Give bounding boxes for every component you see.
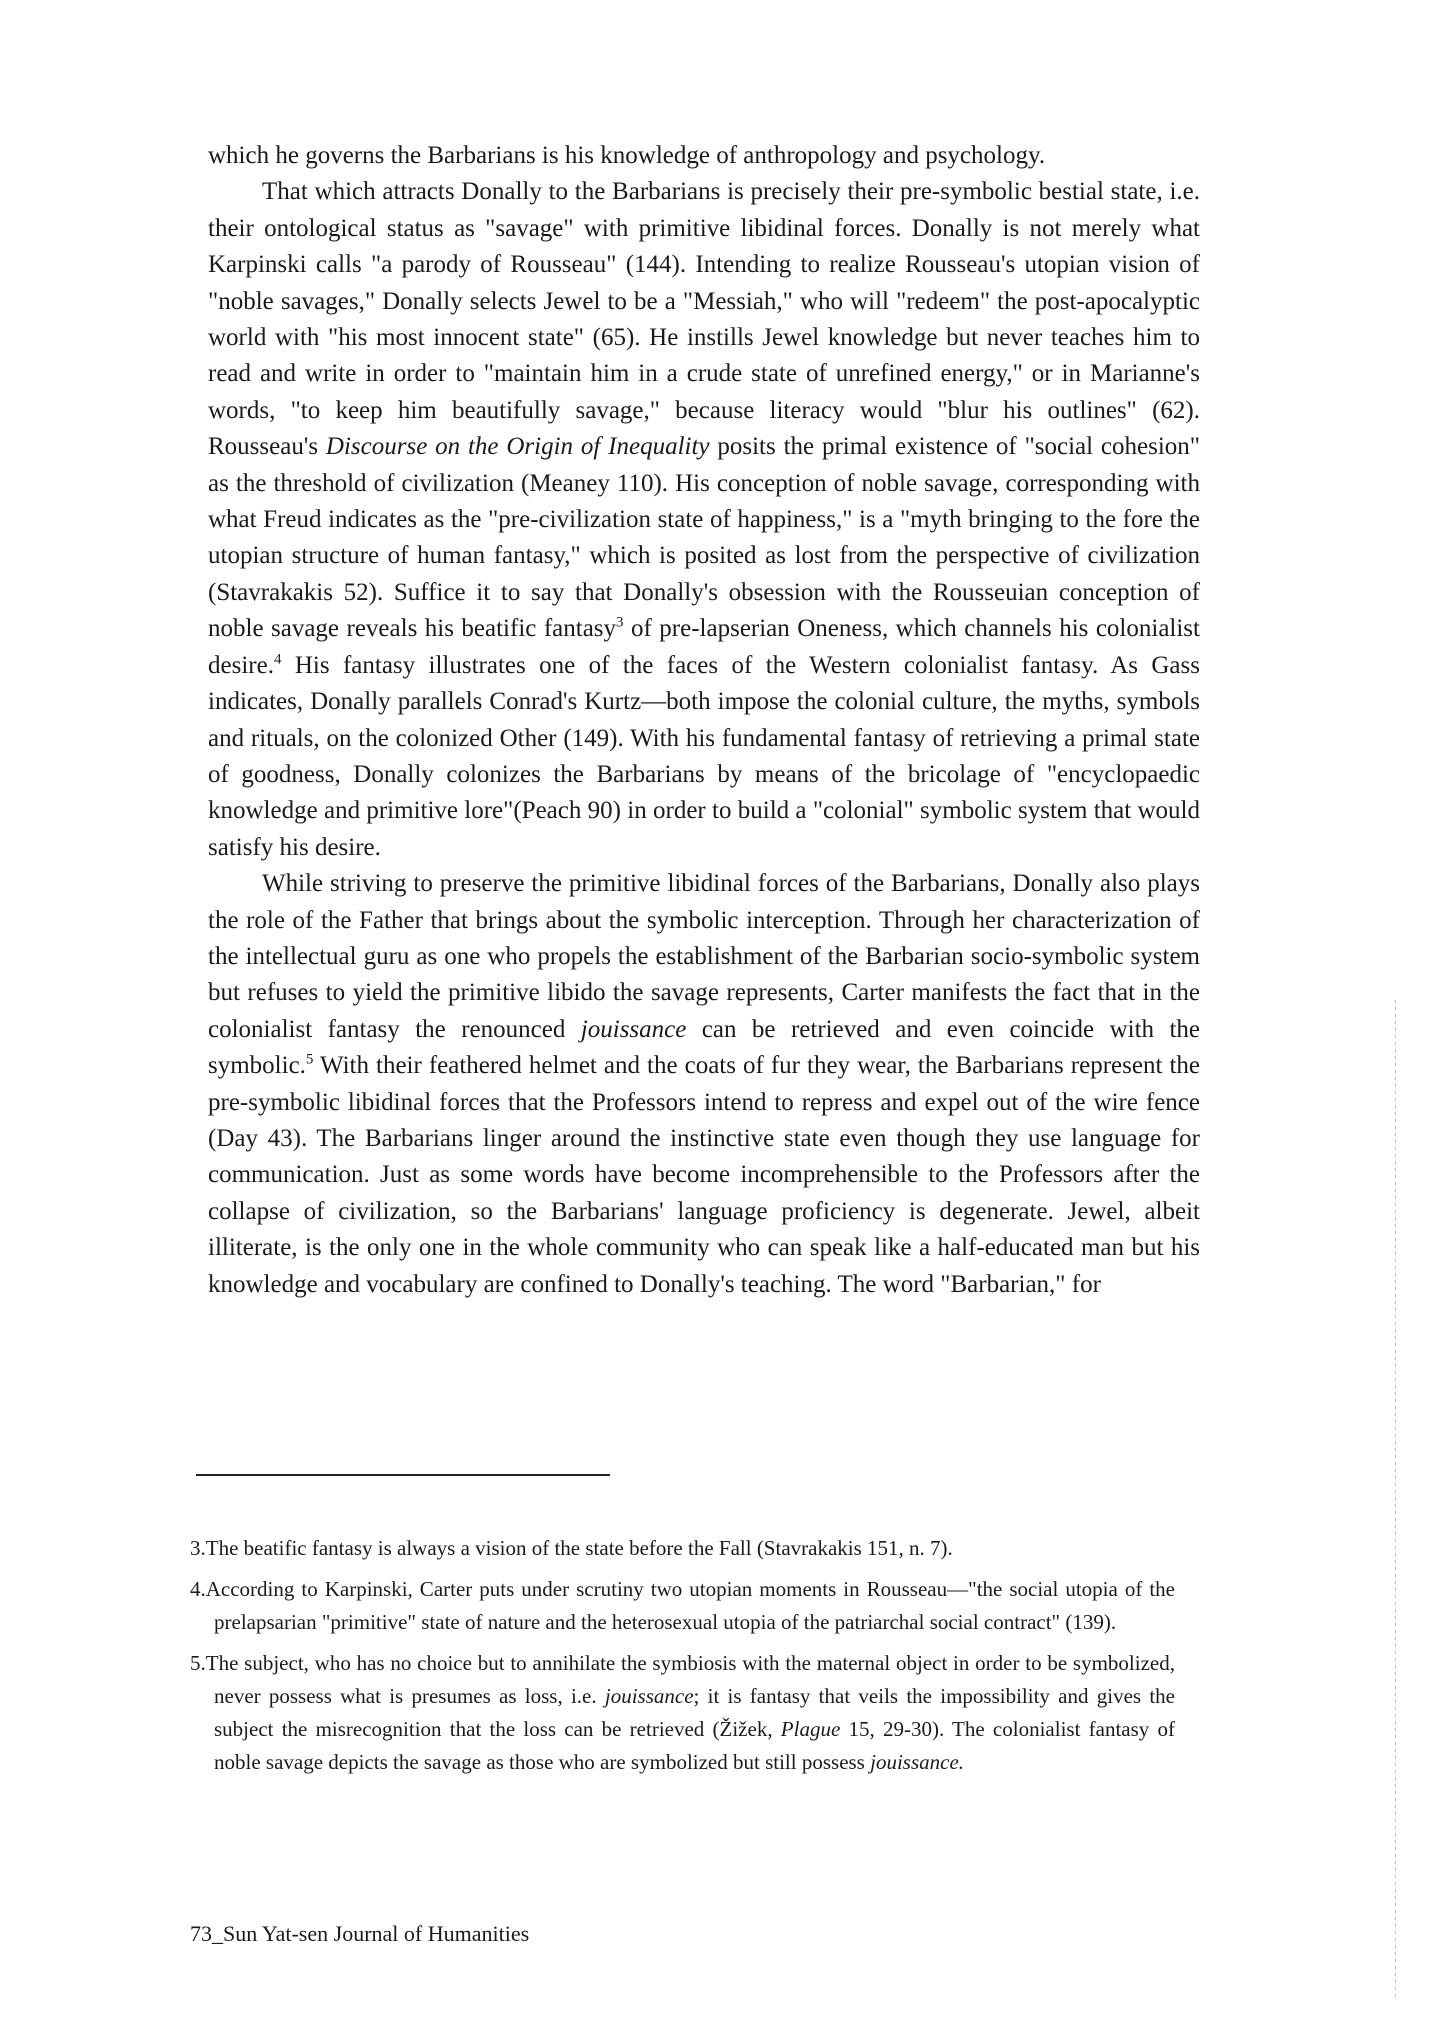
footnotes bbox=[190, 1532, 1175, 1787]
book-title: Discourse on the Origin of Inequality bbox=[325, 433, 710, 461]
footnote-ref-3[interactable]: 3 bbox=[616, 614, 624, 631]
paragraph-text: His fantasy illustrates one of the faces of the Western colonialist fantasy. As Gass indicates, Donally parallels Conrad's Kurtz—both impose the colonial culture, the myths, symbols and rituals, on the colonized Other (149). With his fundamental fantasy of retrieving a primal state of goodness, Donally colonizes the Barbarians by means of the bricolage of "encyclopaedic knowledge and primitive lore"(Peach 90) in order to build a "colonial" symbolic system that would satisfy his desire. bbox=[208, 651, 1200, 861]
footnote-text: 15, 29-30). The colonialist fantasy of noble savage depicts the savage as those who are symbolized but still possess bbox=[214, 1717, 1175, 1774]
page-footer bbox=[190, 1920, 529, 1948]
paragraph-donally-rousseau bbox=[208, 174, 1200, 866]
paragraph-continued bbox=[208, 138, 1200, 174]
body-text bbox=[208, 138, 1200, 1303]
paragraph-text: With their feathered helmet and the coats of fur they wear, the Barbarians represent the pre-symbolic libidinal forces that the Professors intend to repress and expel out of the wire fence (Day 43). The Barbarians linger around the instinctive state even though they use language for communication. Just as some words have become incomprehensible to the Professors after the collapse of civilization, so the Barbarians' language proficiency is degenerate. Jewel, albeit illiterate, is the only one in the whole community who can speak like a half-educated man but his knowledge and vocabulary are confined to Donally's teaching. The word "Barbarian," for bbox=[208, 1052, 1200, 1298]
italic-term: jouissance bbox=[580, 1015, 687, 1043]
paragraph-text: of pre-lapserian Oneness, which channels his colonialist desire. bbox=[208, 615, 1200, 679]
book-title: Plague bbox=[780, 1717, 841, 1741]
footnote-3 bbox=[190, 1532, 1175, 1565]
scan-edge-artifact bbox=[1395, 1000, 1396, 2000]
footnote-text: 4.According to Karpinski, Carter puts under scrutiny two utopian moments in Rousseau—"the social utopia of the prelapsarian "primitive" state of nature and the heterosexual utopia of the patriarchal social contract" (139). bbox=[190, 1577, 1175, 1634]
paragraph-text: That which attracts Donally to the Barbarians is precisely their pre-symbolic bestial state, i.e. their ontological status as "savage" with primitive libidinal forces. Donally is not merely what Karpinski calls "a parody of Rousseau" (144). Intending to realize Rousseau's utopian vision of "noble savages," Donally selects Jewel to be a "Messiah," who will "redeem" the post-apocalyptic world with "his most innocent state" (65). He instills Jewel knowledge but never teaches him to read and write in order to "maintain him in a crude state of unrefined energy," or in Marianne's words, "to keep him beautifully savage," because literacy would "blur his outlines" (62). Rousseau's bbox=[208, 178, 1200, 461]
footnote-4 bbox=[190, 1573, 1175, 1639]
paragraph-father-role bbox=[208, 866, 1200, 1303]
footnote-text: ; it is fantasy that veils the impossibility and gives the subject the misrecognition that the loss can be retrieved (Žižek, bbox=[214, 1684, 1175, 1741]
footnote-text: 3.The beatific fantasy is always a vision of the state before the Fall (Stavrakakis 151, n. 7). bbox=[190, 1536, 953, 1560]
footnote-5 bbox=[190, 1647, 1175, 1779]
footnote-ref-5[interactable]: 5 bbox=[305, 1051, 314, 1068]
paragraph-text: posits the primal existence of "social cohesion" as the threshold of civilization (Meaney 110). His conception of noble savage, corresponding with what Freud indicates as the "pre-civilization state of happiness," is a "myth bringing to the fore the utopian structure of human fantasy," which is posited as lost from the perspective of civilization (Stavrakakis 52). Suffice it to say that Donally's obsession with the Rousseuian conception of noble savage reveals his beatific fantasy bbox=[208, 433, 1201, 643]
italic-term: jouissance bbox=[604, 1684, 694, 1708]
page-number-journal: 73_Sun Yat-sen Journal of Humanities bbox=[190, 1921, 530, 1946]
footnote-divider bbox=[196, 1474, 610, 1476]
footnote-text: 5.The subject, who has no choice but to annihilate the symbiosis with the maternal object in order to be symbolized, never possess what is presumes as loss, i.e. bbox=[190, 1651, 1175, 1708]
paragraph-text: While striving to preserve the primitive libidinal forces of the Barbarians, Donally also plays the role of the Father that brings about the symbolic interception. Through her characterization of the intellectual guru as one who propels the establishment of the Barbarian socio-symbolic system but refuses to yield the primitive libido the savage represents, Carter manifests the fact that in the colonialist fantasy the renounced bbox=[208, 870, 1200, 1043]
italic-term: jouissance. bbox=[870, 1750, 965, 1774]
paragraph-text: which he governs the Barbarians is his knowledge of anthropology and psychology. bbox=[208, 142, 1046, 169]
paragraph-text: can be retrieved and even coincide with the symbolic. bbox=[208, 1015, 1201, 1080]
footnote-ref-4[interactable]: 4 bbox=[273, 651, 282, 668]
